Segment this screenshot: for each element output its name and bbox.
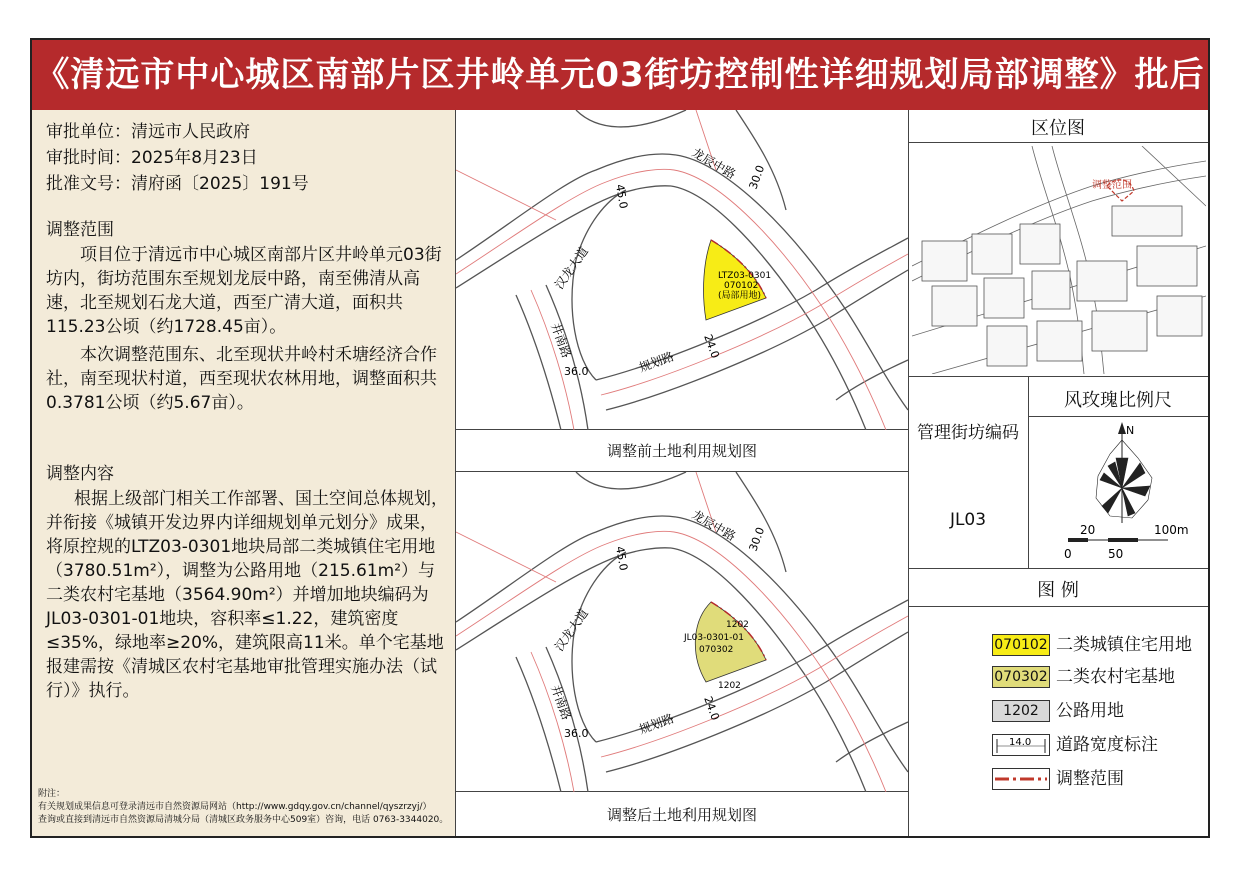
road-guihua-after: 规划路 (637, 711, 676, 737)
wind-rose (1060, 418, 1200, 566)
divider (908, 568, 1208, 569)
legend-swatch-boundary (992, 768, 1050, 790)
scale-100: 100m (1154, 523, 1189, 537)
notes-line-1: 有关规划成果信息可登录清远市自然资源局网站（http://www.gdqy.gov.cn/channel/qyszrzyj/） (38, 802, 432, 812)
boundary-line-icon (993, 769, 1049, 789)
page-title: 《清远市中心城区南部片区井岭单元03街坊控制性详细规划局部调整》批后公告 (32, 40, 1208, 110)
legend-label: 道路宽度标注 (1056, 735, 1158, 755)
width-24-before: 24.0 (701, 332, 722, 361)
scale-20: 20 (1080, 523, 1096, 537)
legend-swatch: 070302 (992, 666, 1050, 688)
content-paragraph: 根据上级部门相关工作部署、国土空间总体规划，并衔接《城镇开发边界内详细规划单元划分》成果，将原控规的LTZ03-0301地块局部二类城镇住宅用地（3780.51m²），调整为公路用地（215.61m²）与二类农村宅基地（3564.90m²）并增加地块编码为JL03-0301-01地块，容积率≤1.22，建筑密度≤35%，绿地率≥20%，建筑限高11米。单个宅基地报建需按《清城区农村宅基地审批管理实施办法（试行）》执行。 (46, 489, 448, 701)
road-longchen-after: 龙辰中路 (689, 507, 739, 544)
north-label: N (1126, 424, 1135, 437)
legend-label: 二类城镇住宅用地 (1056, 635, 1192, 655)
parcel-use-after: 070302 (699, 645, 734, 655)
location-map (912, 146, 1206, 374)
divider (908, 376, 1208, 377)
road-jingnan-after: 井南路 (548, 683, 574, 722)
width-30-after: 30.0 (746, 525, 768, 554)
content-heading: 调整内容 (46, 464, 114, 484)
approval-date: 审批时间：2025年8月23日 (46, 148, 258, 168)
map-before-svg (456, 110, 908, 430)
map-after (456, 472, 908, 792)
block-code-value: JL03 (949, 510, 987, 530)
width-36-before: 36.0 (564, 365, 589, 378)
width-24-after: 24.0 (701, 694, 722, 723)
location-map-svg (912, 146, 1206, 374)
legend-swatch-road-width (992, 734, 1050, 756)
road-width-sample: 14.0 (1009, 737, 1032, 748)
parcel-code-after: JL03-0301-01 (684, 633, 744, 643)
width-30-before: 30.0 (746, 163, 768, 192)
location-map-heading: 区位图 (1031, 118, 1085, 139)
map-before (456, 110, 908, 430)
road-longchen-before: 龙辰中路 (689, 145, 739, 182)
notes-line-2: 查询或直接到清远市自然资源局清城分局（清城区政务服务中心509室）咨询，电话 0763-3344020。 (38, 815, 449, 825)
road-guihua-before: 规划路 (637, 349, 676, 375)
divider (908, 606, 1208, 607)
approval-doc: 批准文号：清府函〔2025〕191号 (46, 174, 309, 194)
map-after-svg (456, 472, 908, 792)
caption-before: 调整前土地利用规划图 (456, 430, 908, 472)
parcel-use-before: 070102 (724, 281, 759, 291)
wind-rose-svg (1060, 418, 1200, 566)
legend-label: 二类农村宅基地 (1056, 667, 1175, 687)
parcel-note-before: (局部用地) (718, 291, 762, 301)
notes-label: 附注： (38, 789, 66, 799)
location-label: 调整范围 (1092, 180, 1132, 191)
road-hanlong-before: 汉龙大道 (551, 244, 591, 292)
divider (908, 142, 1208, 143)
scope-paragraph-1: 项目位于清远市中心城区南部片区井岭单元03街坊内，街坊范围东至规划龙辰中路，南至佛清从高速，北至规划石龙大道，西至广清大道，面积共115.23公顷（约1728.45亩）。 (46, 245, 442, 337)
scale-0: 0 (1064, 547, 1072, 561)
width-45-before: 45.0 (613, 183, 631, 210)
road-code-bottom-after: 1202 (718, 681, 741, 691)
approval-unit: 审批单位：清远市人民政府 (46, 122, 250, 142)
road-width-icon (993, 735, 1049, 755)
block-code-heading: 管理街坊编码 (917, 423, 1019, 443)
divider (1028, 416, 1208, 417)
scope-heading: 调整范围 (46, 220, 114, 240)
legend-swatch: 1202 (992, 700, 1050, 722)
rose-heading: 风玫瑰比例尺 (1064, 390, 1172, 411)
width-36-after: 36.0 (564, 727, 589, 740)
road-hanlong-after: 汉龙大道 (551, 606, 591, 654)
legend-heading: 图 例 (1037, 580, 1079, 601)
road-jingnan-before: 井南路 (548, 321, 574, 360)
legend-label: 调整范围 (1056, 769, 1124, 789)
parcel-code-before: LTZ03-0301 (718, 271, 772, 281)
legend-label: 公路用地 (1056, 701, 1124, 721)
road-code-top-after: 1202 (726, 620, 749, 630)
scope-paragraph-2: 本次调整范围东、北至现状井岭村禾塘经济合作社，南至现状村道，西至现状农林用地，调整面积共0.3781公顷（约5.67亩）。 (46, 345, 437, 413)
caption-after: 调整后土地利用规划图 (606, 806, 757, 824)
width-45-after: 45.0 (613, 545, 631, 572)
notes (38, 788, 448, 827)
legend-swatch: 070102 (992, 634, 1050, 656)
scale-50: 50 (1108, 547, 1124, 561)
